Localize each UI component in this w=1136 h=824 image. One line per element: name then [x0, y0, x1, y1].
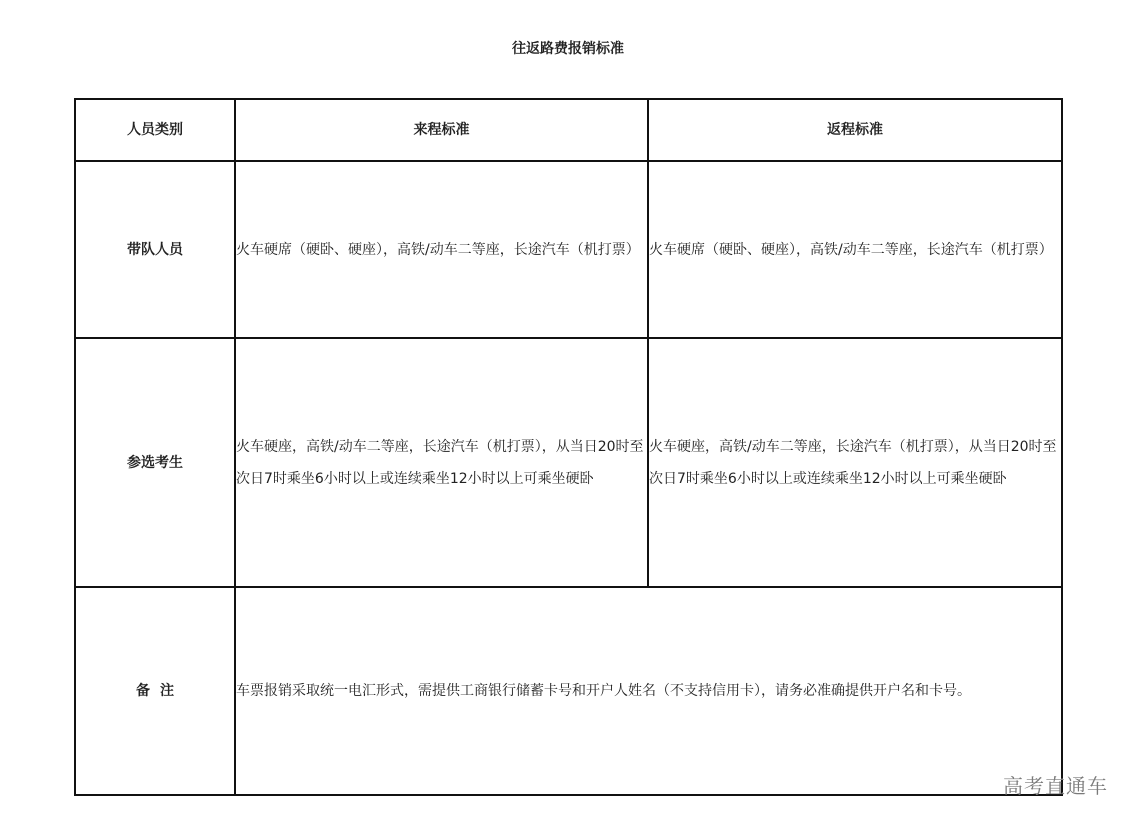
watermark-logo: 高考直通车 — [1003, 774, 1108, 798]
table-row-note — [75, 587, 1062, 795]
table-header-row — [75, 99, 1062, 161]
header-category: 人员类别 — [75, 99, 235, 161]
category-cell: 带队人员 — [75, 161, 235, 338]
return-standard-cell: 火车硬席（硬卧、硬座），高铁/动车二等座，长途汽车（机打票） — [648, 161, 1062, 338]
header-return: 返程标准 — [648, 99, 1062, 161]
table-row-leader — [75, 161, 1062, 338]
header-outbound: 来程标准 — [235, 99, 648, 161]
note-text-cell: 车票报销采取统一电汇形式，需提供工商银行储蓄卡号和开户人姓名（不支持信用卡），请务必准确提供开户名和卡号。 — [235, 587, 1062, 795]
outbound-standard-cell: 火车硬座，高铁/动车二等座，长途汽车（机打票），从当日20时至次日7时乘坐6小时以上或连续乘坐12小时以上可乘坐硬卧 — [235, 338, 648, 587]
reimbursement-table — [74, 98, 1063, 796]
page-title: 往返路费报销标准 — [512, 41, 624, 57]
table-row-student — [75, 338, 1062, 587]
return-standard-cell: 火车硬座，高铁/动车二等座，长途汽车（机打票），从当日20时至次日7时乘坐6小时以上或连续乘坐12小时以上可乘坐硬卧 — [648, 338, 1062, 587]
note-label-cell — [75, 587, 235, 795]
outbound-standard-cell: 火车硬席（硬卧、硬座），高铁/动车二等座，长途汽车（机打票） — [235, 161, 648, 338]
category-cell: 参选考生 — [75, 338, 235, 587]
note-label: 备注 — [136, 683, 184, 699]
